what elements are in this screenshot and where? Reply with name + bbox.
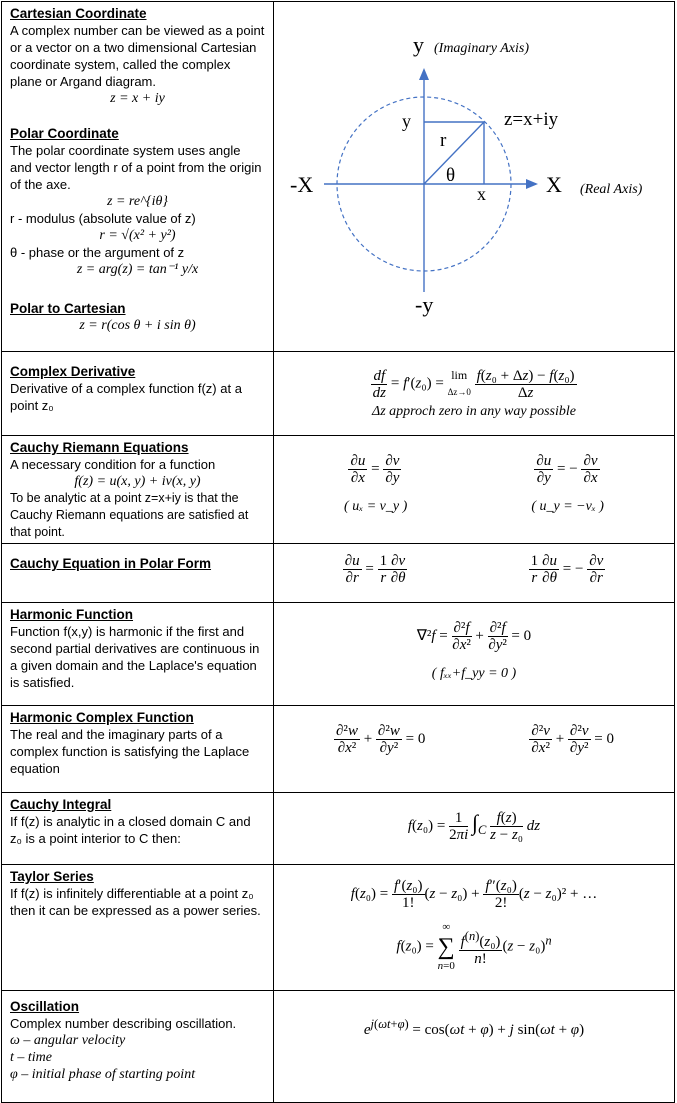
harmonic-complex-formula-cell xyxy=(274,706,675,793)
phase-formula: z = arg(z) = tan⁻¹ y/x xyxy=(76,262,199,277)
imaginary-axis-label: (Imaginary Axis) xyxy=(434,41,529,56)
derivative-text: Derivative of a complex function f(z) at a point z₀ xyxy=(10,381,242,413)
laplace-formula: ∇²f = $\frac{\text{∂²f}}{\text{∂x²}}$ + $\frac{\text{∂²f}}{\text{∂y²}}$ = 0 xyxy=(416,620,532,653)
oscillation-formula: $e^{j(\omega t+\varphi)} = \cos(\omega t + \varphi) + j$ sin(ωt + φ) xyxy=(363,1017,585,1038)
modulus-formula: r = √(x² + y²) xyxy=(99,228,176,243)
harmonic-formula-cell xyxy=(274,603,675,706)
harmonic-short: ( fₓₓ+f_yy = 0 ) xyxy=(431,666,517,681)
cauchy-riemann-text1: A necessary condition for a function xyxy=(10,457,216,472)
modulus-text: r - modulus (absolute value of z) xyxy=(10,211,196,226)
complex-plane-cell xyxy=(274,2,675,352)
cauchy-integral-text: If f(z) is analytic in a closed domain C and z₀ is a point interior to C then: xyxy=(10,814,251,846)
taylor-text: If f(z) is infinitely differentiable at a point z₀ then it can be expressed as a power series. xyxy=(10,886,261,918)
polar-to-cartesian-formula: z = r(cos θ + i sin θ) xyxy=(79,318,196,333)
harmonic-complex-equations: $\frac{\text{∂²w}}{\text{∂x²}}$ + $\frac{\text{∂²w}}{\text{∂y²}}$ = 0 $\frac{\text{∂²v}}{\text{∂x²}}$ + $\frac{\text{∂²v}}{\text{∂y²}}$ = 0 xyxy=(336,723,614,756)
cauchy-riemann-formula: f(z) = u(x, y) + iv(x, y) xyxy=(74,474,201,489)
formula-sheet xyxy=(1,1,675,1103)
polar-text: The polar coordinate system uses angle and vector length r of a point from the origin of the axe. xyxy=(10,143,262,192)
y-projection-label: y xyxy=(402,111,411,131)
neg-x-label: -X xyxy=(290,172,314,197)
cauchy-riemann-equations: $\frac{\partial u}{\partial x}$ = $\frac{\partial v}{\partial y}$ $\frac{\partial u}{\partial y}$ = − $\frac{\partial v}{\partial x}$ xyxy=(350,453,598,486)
real-axis-arrow-icon xyxy=(526,179,538,189)
harmonic-text: Function f(x,y) is harmonic if the first and second partial derivatives are continuous in a given domain and the Laplace's equation is satisfied. xyxy=(10,624,260,690)
taylor-cell xyxy=(2,865,274,991)
polar-to-cartesian-title: Polar to Cartesian xyxy=(10,301,126,316)
phase-text: θ - phase or the argument of z xyxy=(10,245,185,260)
theta-label: θ xyxy=(446,165,456,186)
imag-axis-arrow-icon xyxy=(419,68,429,80)
x-axis-label: X xyxy=(546,172,562,197)
oscillation-text: Complex number describing oscillation. xyxy=(10,1016,237,1031)
cauchy-integral-formula: f(z₀) = $\frac{1}{2\pi i}$ $\int_C$ $\frac{f(z)}{\text{z − z₀}}$ dz xyxy=(407,809,541,843)
cauchy-integral-title: Cauchy Integral xyxy=(10,797,112,812)
cauchy-riemann-title: Cauchy Riemann Equations xyxy=(10,440,189,455)
time-text: t – time xyxy=(10,1050,52,1065)
harmonic-complex-title: Harmonic Complex Function xyxy=(10,710,194,725)
x-projection-label: x xyxy=(477,184,486,204)
harmonic-complex-cell xyxy=(2,706,274,793)
phi-text: φ – initial phase of starting point xyxy=(10,1067,196,1082)
point-z-label: z=x+iy xyxy=(504,109,559,130)
cartesian-formula: z = x + iy xyxy=(110,91,165,106)
harmonic-cell xyxy=(2,603,274,706)
coordinates-cell xyxy=(2,2,274,352)
cauchy-integral-cell xyxy=(2,793,274,865)
polar-formula: z = re^{iθ} xyxy=(107,194,168,209)
taylor-formula-1: f(z₀) = $\frac{\text{f′(z₀)}}{1!}$ (z − z₀) + $\frac{\text{f″(z₀)}}{2!}$ (z − z₀)² + … xyxy=(350,878,598,911)
cauchy-integral-formula-cell xyxy=(274,793,675,865)
cauchy-polar-cell xyxy=(2,544,274,603)
cartesian-title: Cartesian Coordinate xyxy=(10,6,147,21)
real-axis-label: (Real Axis) xyxy=(580,182,643,197)
derivative-note: Δz approch zero in any way possible xyxy=(372,404,576,419)
harmonic-complex-text: The real and the imaginary parts of a complex function is satisfying the Laplace equation xyxy=(10,727,250,776)
derivative-formula-cell xyxy=(274,352,675,436)
cauchy-riemann-formula-cell xyxy=(274,436,675,544)
oscillation-cell xyxy=(2,991,274,1103)
polar-title: Polar Coordinate xyxy=(10,126,119,141)
harmonic-title: Harmonic Function xyxy=(10,607,134,622)
taylor-title: Taylor Series xyxy=(10,869,94,884)
cauchy-polar-formula-cell xyxy=(274,544,675,603)
oscillation-formula-cell xyxy=(274,991,675,1103)
derivative-title: Complex Derivative xyxy=(10,364,136,379)
complex-plane-diagram xyxy=(274,2,667,347)
oscillation-title: Oscillation xyxy=(10,999,80,1014)
cauchy-polar-equations: $\frac{\partial u}{\partial r}$ = $\frac{1}{r}$ $\frac{\partial v}{\partial\theta}$ $\frac{1}{r}$ $\frac{\partial u}{\partial\theta}$ = − $\frac{\partial v}{\partial r}$ xyxy=(344,553,604,586)
cauchy-riemann-cell xyxy=(2,436,274,544)
y-axis-label: y xyxy=(413,32,424,57)
taylor-formula-2: f(z₀) = ∞ ∑ n=0 $\frac{f^{(n)}(z_0)}{n!}$ $(z - z_0)^n$ xyxy=(396,921,552,972)
cr-short-2: ( u_y = −vₓ ) xyxy=(531,499,604,514)
r-label: r xyxy=(440,130,447,151)
derivative-cell xyxy=(2,352,274,436)
omega-text: ω – angular velocity xyxy=(10,1033,126,1048)
cartesian-text: A complex number can be viewed as a point or a vector on a two dimensional Cartesian coordinate system, called the complex plane or Argand diagram. xyxy=(10,23,265,89)
cr-short-1: ( uₓ = v_y ) xyxy=(344,499,408,514)
cauchy-riemann-text2: To be analytic at a point z=x+iy is that the Cauchy Riemann equations are satisfied at that point. xyxy=(10,491,249,539)
cauchy-polar-title: Cauchy Equation in Polar Form xyxy=(10,556,212,571)
taylor-formula-cell xyxy=(274,865,675,991)
derivative-formula: $\frac{df}{dz}$ = f′(z₀) = lim Δz→0 $\frac{\text{f(z₀ + Δz) − f(z₀)}}{\Delta z}$ xyxy=(372,367,575,401)
neg-y-label: -y xyxy=(415,292,434,317)
